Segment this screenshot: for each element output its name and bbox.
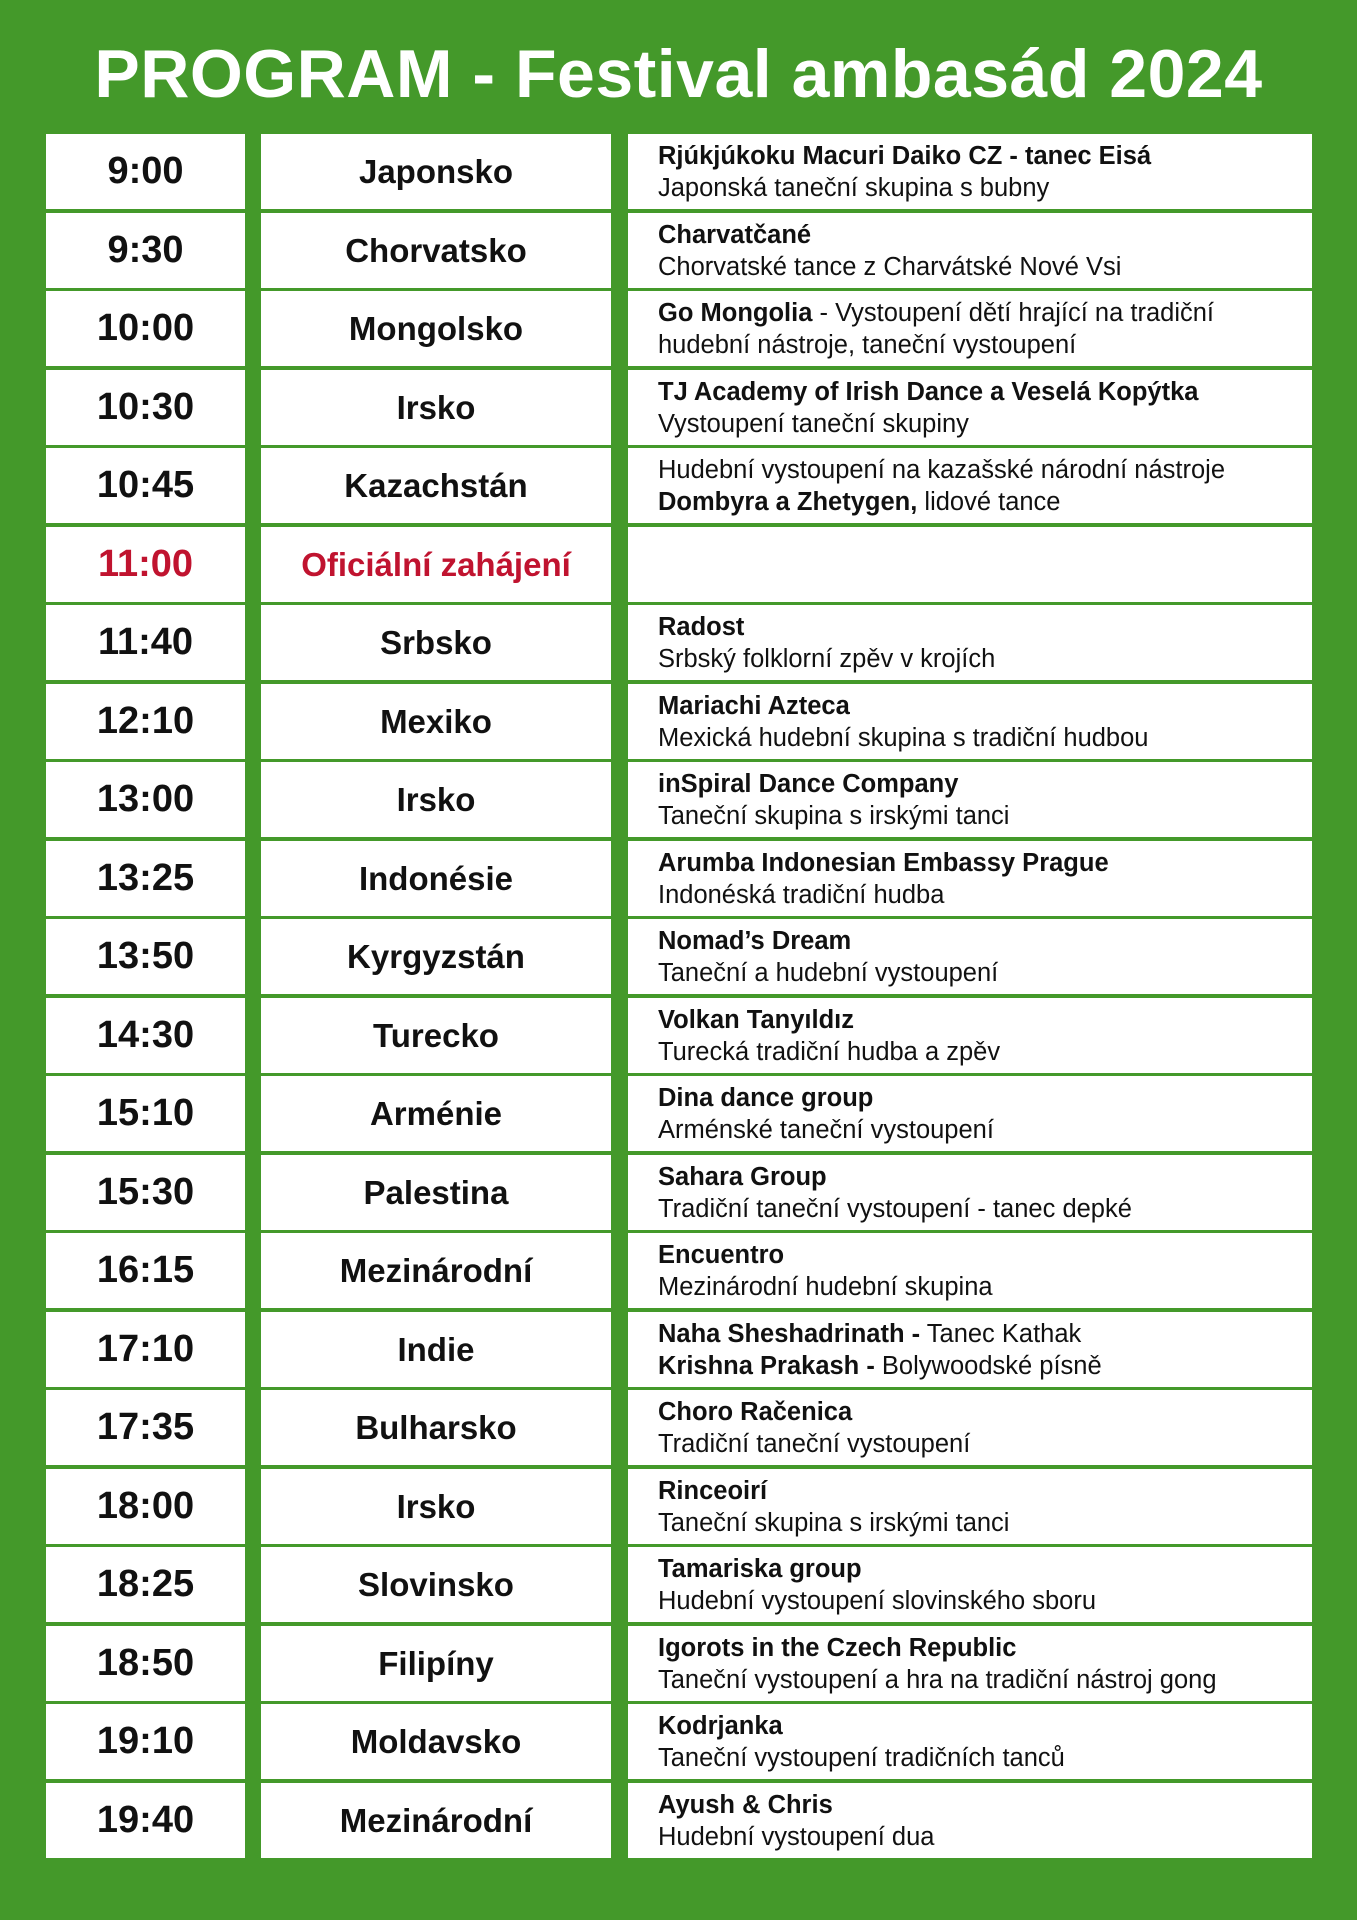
performer-name: Rjúkjúkoku Macuri Daiko CZ - tanec Eisá <box>658 141 1152 170</box>
schedule-time-cell: 12:10 <box>46 684 245 759</box>
performer-name: Go Mongolia <box>658 298 813 327</box>
performer-name: Naha Sheshadrinath - <box>658 1319 921 1348</box>
description-line-1 <box>658 1318 1312 1350</box>
description-line-2 <box>658 879 1312 911</box>
schedule-description-cell <box>628 1626 1312 1701</box>
description-line-2 <box>658 1350 1312 1382</box>
schedule-time-cell: 18:50 <box>46 1626 245 1701</box>
description-line-1 <box>658 140 1312 172</box>
description-line-1 <box>658 1710 1312 1742</box>
schedule-country-cell: Mezinárodní <box>261 1783 611 1858</box>
schedule-description-cell <box>628 1233 1312 1308</box>
description-line-2 <box>658 1664 1312 1696</box>
schedule-description-cell <box>628 1155 1312 1230</box>
schedule-time-cell: 19:40 <box>46 1783 245 1858</box>
schedule-country-cell: Slovinsko <box>261 1547 611 1622</box>
page-title: PROGRAM - Festival ambasád 2024 <box>94 36 1263 112</box>
performance-detail: Taneční a hudební vystoupení <box>658 958 999 987</box>
schedule-time-cell: 10:30 <box>46 370 245 445</box>
schedule-time-cell: 14:30 <box>46 998 245 1073</box>
description-line-1 <box>658 1004 1312 1036</box>
schedule-time-cell: 13:25 <box>46 841 245 916</box>
description-line-1 <box>658 1789 1312 1821</box>
performance-detail: Hudební vystoupení dua <box>658 1822 935 1851</box>
description-line-1 <box>658 1475 1312 1507</box>
description-line-2 <box>658 1428 1312 1460</box>
schedule-country-cell: Oficiální zahájení <box>261 527 611 602</box>
description-line-2 <box>658 1821 1312 1853</box>
performer-name: Igorots in the Czech Republic <box>658 1633 1017 1662</box>
description-line-2 <box>658 643 1312 675</box>
schedule-description-cell <box>628 291 1312 366</box>
performance-detail: Bolywoodské písně <box>874 1351 1102 1380</box>
schedule-country-cell: Moldavsko <box>261 1704 611 1779</box>
schedule-country-cell: Srbsko <box>261 605 611 680</box>
schedule-country-cell: Kyrgyzstán <box>261 919 611 994</box>
performance-detail: Tanec Kathak <box>920 1319 1082 1348</box>
performer-name: Radost <box>658 612 745 641</box>
schedule-description-cell <box>628 527 1312 602</box>
schedule-time-cell: 9:00 <box>46 134 245 209</box>
performer-name: TJ Academy of Irish Dance a Veselá Kopýtka <box>658 377 1199 406</box>
description-line-2 <box>658 1742 1312 1774</box>
schedule-time-cell: 13:00 <box>46 762 245 837</box>
description-line-2 <box>658 1036 1312 1068</box>
description-line-1 <box>658 454 1312 486</box>
schedule-description-cell <box>628 1704 1312 1779</box>
performance-detail: Taneční skupina s irskými tanci <box>658 801 1010 830</box>
schedule-description-cell <box>628 841 1312 916</box>
schedule-time-cell: 10:00 <box>46 291 245 366</box>
schedule-country-cell: Kazachstán <box>261 448 611 523</box>
description-line-2 <box>658 486 1312 518</box>
description-line-2 <box>658 408 1312 440</box>
schedule-time-cell: 17:10 <box>46 1312 245 1387</box>
schedule-country-cell: Bulharsko <box>261 1390 611 1465</box>
schedule-time-cell: 18:25 <box>46 1547 245 1622</box>
description-line-2 <box>658 1585 1312 1617</box>
description-line-1 <box>658 219 1312 251</box>
description-line-2 <box>658 957 1312 989</box>
schedule-country-cell: Irsko <box>261 370 611 445</box>
performance-detail: Chorvatské tance z Charvátské Nové Vsi <box>658 252 1122 281</box>
performance-detail: Tradiční taneční vystoupení - tanec depké <box>658 1194 1132 1223</box>
description-line-1 <box>658 1161 1312 1193</box>
description-line-1 <box>658 1396 1312 1428</box>
performance-detail: lidové tance <box>917 487 1061 516</box>
schedule-time-cell: 15:10 <box>46 1076 245 1151</box>
schedule-country-cell: Palestina <box>261 1155 611 1230</box>
description-line-2 <box>658 172 1312 204</box>
schedule-time-cell: 15:30 <box>46 1155 245 1230</box>
schedule-description-cell <box>628 1076 1312 1151</box>
description-line-2 <box>658 329 1312 361</box>
schedule-description-cell <box>628 1469 1312 1544</box>
performer-name: inSpiral Dance Company <box>658 769 959 798</box>
performance-detail: Hudební vystoupení na kazašské národní nástroje <box>658 455 1226 484</box>
description-line-2 <box>658 1271 1312 1303</box>
performer-name: Dina dance group <box>658 1083 874 1112</box>
performer-name: Arumba Indonesian Embassy Prague <box>658 848 1109 877</box>
description-line-2 <box>658 1114 1312 1146</box>
schedule-country-cell: Chorvatsko <box>261 213 611 288</box>
schedule-time-cell: 13:50 <box>46 919 245 994</box>
performance-detail: Mezinárodní hudební skupina <box>658 1272 993 1301</box>
performer-name: Ayush & Chris <box>658 1790 833 1819</box>
schedule-description-cell <box>628 1783 1312 1858</box>
description-line-1 <box>658 1082 1312 1114</box>
description-line-1 <box>658 297 1312 329</box>
performance-detail: Srbský folklorní zpěv v krojích <box>658 644 996 673</box>
performance-detail: Japonská taneční skupina s bubny <box>658 173 1050 202</box>
performance-detail: Vystoupení taneční skupiny <box>658 409 969 438</box>
description-line-1 <box>658 611 1312 643</box>
performer-name: Sahara Group <box>658 1162 827 1191</box>
schedule-time-cell: 16:15 <box>46 1233 245 1308</box>
schedule-description-cell <box>628 605 1312 680</box>
schedule-description-cell <box>628 919 1312 994</box>
performance-detail: Taneční vystoupení tradičních tanců <box>658 1743 1065 1772</box>
schedule-description-cell <box>628 1312 1312 1387</box>
performance-detail: Tradiční taneční vystoupení <box>658 1429 971 1458</box>
description-line-2 <box>658 1193 1312 1225</box>
description-line-1 <box>658 768 1312 800</box>
performer-name: Dombyra a Zhetygen, <box>658 487 918 516</box>
description-line-2 <box>658 722 1312 754</box>
description-line-1 <box>658 847 1312 879</box>
schedule-time-cell: 10:45 <box>46 448 245 523</box>
performer-name: Choro Račenica <box>658 1397 853 1426</box>
schedule-country-cell: Irsko <box>261 1469 611 1544</box>
performance-detail: hudební nástroje, taneční vystoupení <box>658 330 1077 359</box>
schedule-time-cell: 9:30 <box>46 213 245 288</box>
schedule-time-cell: 11:00 <box>46 527 245 602</box>
schedule-description-cell <box>628 998 1312 1073</box>
schedule-country-cell: Turecko <box>261 998 611 1073</box>
performance-detail: - Vystoupení dětí hrající na tradiční <box>812 298 1215 327</box>
description-line-1 <box>658 690 1312 722</box>
schedule-time-cell: 17:35 <box>46 1390 245 1465</box>
schedule-country-cell: Indie <box>261 1312 611 1387</box>
performance-detail: Arménské taneční vystoupení <box>658 1115 994 1144</box>
performance-detail: Taneční skupina s irskými tanci <box>658 1508 1010 1537</box>
schedule-description-cell <box>628 1547 1312 1622</box>
performer-name: Volkan Tanyıldız <box>658 1005 855 1034</box>
schedule-country-cell: Japonsko <box>261 134 611 209</box>
performance-detail: Taneční vystoupení a hra na tradiční nástroj gong <box>658 1665 1217 1694</box>
schedule-description-cell <box>628 762 1312 837</box>
description-line-1 <box>658 1632 1312 1664</box>
description-line-2 <box>658 1507 1312 1539</box>
schedule-country-cell: Indonésie <box>261 841 611 916</box>
schedule-country-cell: Irsko <box>261 762 611 837</box>
performer-name: Kodrjanka <box>658 1711 783 1740</box>
schedule-description-cell <box>628 213 1312 288</box>
schedule-country-cell: Mezinárodní <box>261 1233 611 1308</box>
performance-detail: Mexická hudební skupina s tradiční hudbou <box>658 723 1149 752</box>
schedule-country-cell: Filipíny <box>261 1626 611 1701</box>
performance-detail: Hudební vystoupení slovinského sboru <box>658 1586 1097 1615</box>
performer-name: Mariachi Azteca <box>658 691 850 720</box>
schedule-time-cell: 18:00 <box>46 1469 245 1544</box>
performer-name: Charvatčané <box>658 220 812 249</box>
performance-detail: Turecká tradiční hudba a zpěv <box>658 1037 1001 1066</box>
performer-name: Nomad’s Dream <box>658 926 852 955</box>
description-line-2 <box>658 251 1312 283</box>
schedule-time-cell: 19:10 <box>46 1704 245 1779</box>
schedule-description-cell <box>628 370 1312 445</box>
schedule-description-cell <box>628 684 1312 759</box>
performer-name: Krishna Prakash - <box>658 1351 875 1380</box>
description-line-1 <box>658 1239 1312 1271</box>
schedule-country-cell: Arménie <box>261 1076 611 1151</box>
description-line-2 <box>658 800 1312 832</box>
schedule-description-cell <box>628 448 1312 523</box>
performer-name: Tamariska group <box>658 1554 862 1583</box>
schedule-description-cell <box>628 1390 1312 1465</box>
description-line-1 <box>658 376 1312 408</box>
schedule-country-cell: Mexiko <box>261 684 611 759</box>
schedule-time-cell: 11:40 <box>46 605 245 680</box>
performer-name: Encuentro <box>658 1240 785 1269</box>
description-line-1 <box>658 1553 1312 1585</box>
performer-name: Rinceoirí <box>658 1476 768 1505</box>
description-line-1 <box>658 925 1312 957</box>
schedule-country-cell: Mongolsko <box>261 291 611 366</box>
schedule-description-cell <box>628 134 1312 209</box>
performance-detail: Indonéská tradiční hudba <box>658 880 945 909</box>
